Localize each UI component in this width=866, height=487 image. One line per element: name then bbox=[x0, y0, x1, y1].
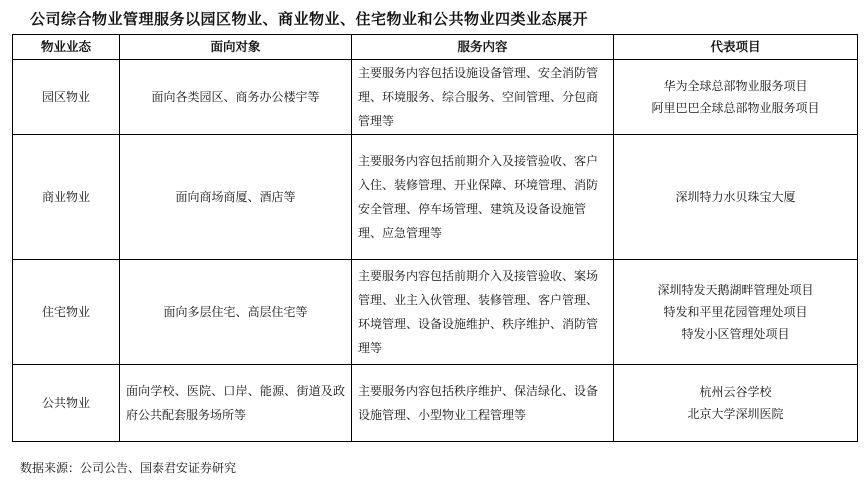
cell-type: 园区物业 bbox=[13, 60, 120, 135]
project-item: 阿里巴巴全球总部物业服务项目 bbox=[651, 101, 820, 115]
cell-service: 主要服务内容包括秩序维护、保洁绿化、设备设施管理、小型物业工程管理等 bbox=[352, 365, 614, 442]
header-service: 服务内容 bbox=[352, 35, 614, 60]
cell-projects bbox=[614, 260, 858, 365]
table-row bbox=[13, 60, 858, 135]
project-item: 特发和平里花园管理处项目 bbox=[663, 305, 808, 319]
project-item: 特发小区管理处项目 bbox=[681, 327, 790, 341]
cell-target: 面向学校、医院、口岸、能源、街道及政府公共配套服务场所等 bbox=[120, 365, 352, 442]
project-item: 杭州云谷学校 bbox=[699, 385, 772, 399]
header-type: 物业业态 bbox=[13, 35, 120, 60]
cell-service: 主要服务内容包括前期介入及接管验收、案场管理、业主入伙管理、装修管理、客户管理、环境管理、设备设施维护、秩序维护、消防管理等 bbox=[352, 260, 614, 365]
cell-target: 面向各类园区、商务办公楼宇等 bbox=[120, 60, 352, 135]
cell-target: 面向多层住宅、高层住宅等 bbox=[120, 260, 352, 365]
table-title: 公司综合物业管理服务以园区物业、商业物业、住宅物业和公共物业四类业态展开 bbox=[30, 10, 589, 28]
header-projects: 代表项目 bbox=[614, 35, 858, 60]
header-row bbox=[13, 35, 858, 60]
cell-projects bbox=[614, 135, 858, 260]
table-row bbox=[13, 365, 858, 442]
project-item: 北京大学深圳医院 bbox=[687, 407, 784, 421]
cell-service: 主要服务内容包括设施设备管理、安全消防管理、环境服务、综合服务、空间管理、分包商管理等 bbox=[352, 60, 614, 135]
table-row bbox=[13, 135, 858, 260]
cell-target: 面向商场商厦、酒店等 bbox=[120, 135, 352, 260]
cell-service: 主要服务内容包括前期介入及接管验收、客户入住、装修管理、开业保障、环境管理、消防安全管理、停车场管理、建筑及设备设施管理、应急管理等 bbox=[352, 135, 614, 260]
data-source-note: 数据来源：公司公告、国泰君安证券研究 bbox=[20, 461, 237, 475]
cell-type: 住宅物业 bbox=[13, 260, 120, 365]
header-target: 面向对象 bbox=[120, 35, 352, 60]
project-item: 深圳特力水贝珠宝大厦 bbox=[675, 190, 796, 204]
cell-type: 商业物业 bbox=[13, 135, 120, 260]
project-item: 深圳特发天鹅湖畔管理处项目 bbox=[657, 283, 814, 297]
cell-projects bbox=[614, 365, 858, 442]
cell-type: 公共物业 bbox=[13, 365, 120, 442]
table-row bbox=[13, 260, 858, 365]
business-format-table bbox=[12, 34, 858, 442]
project-item: 华为全球总部物业服务项目 bbox=[663, 79, 808, 93]
cell-projects bbox=[614, 60, 858, 135]
